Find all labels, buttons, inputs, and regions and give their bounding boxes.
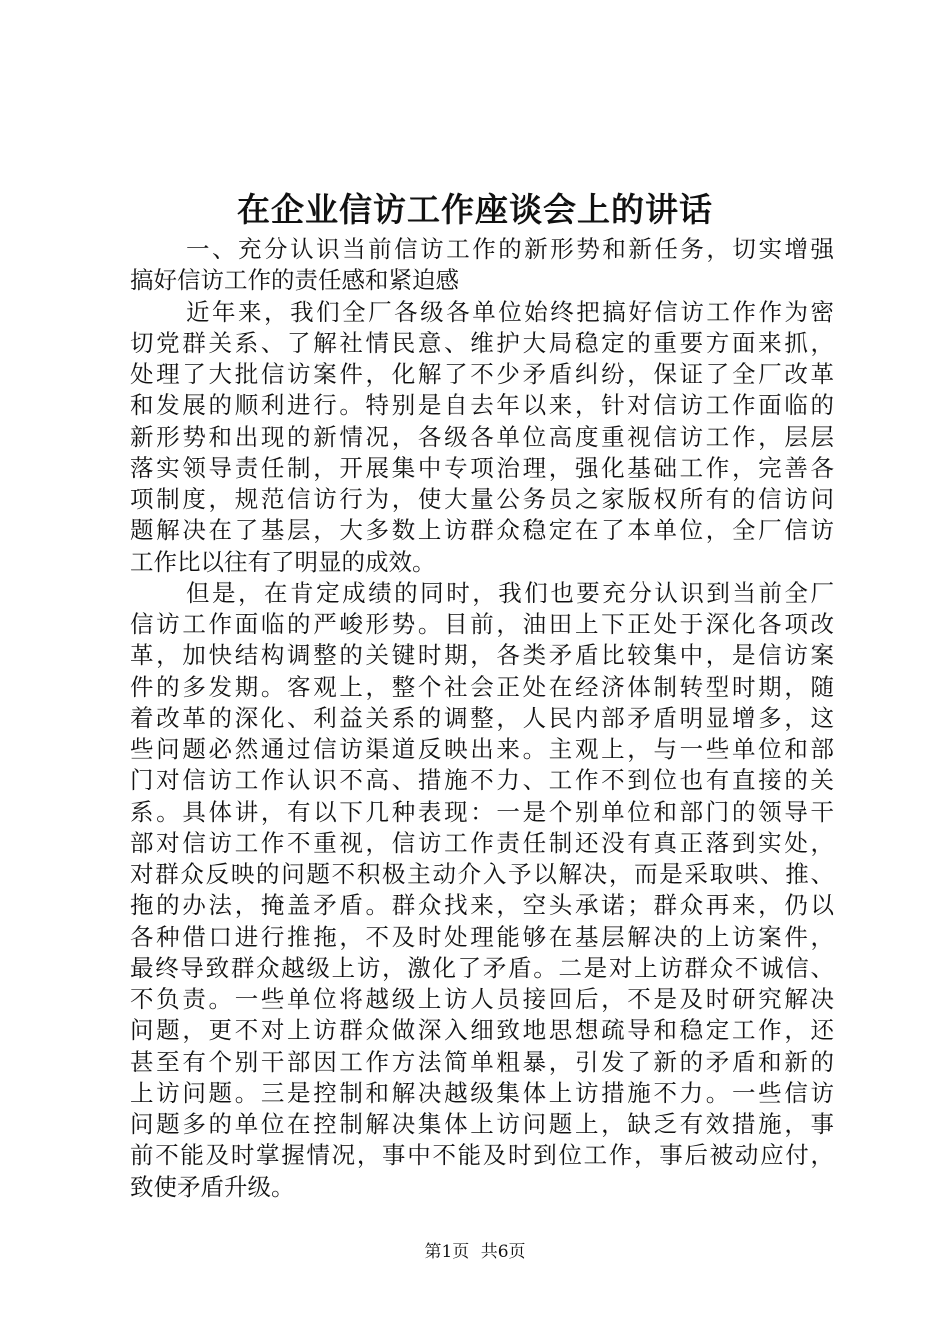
page-number: 第1页 [424,1242,470,1262]
text-line: 处理了大批信访案件，化解了不少矛盾纠纷，保证了全厂改革 [130,360,834,388]
document-title: 在企业信访工作座谈会上的讲话 [237,190,713,229]
page-total: 共6页 [480,1242,526,1262]
text-line: 上访问题。三是控制和解决越级集体上访措施不力。一些信访 [130,1078,834,1107]
text-line: 工作比以往有了明显的成效。 [130,547,436,576]
text-line: 切党群关系、了解社情民意、维护大局稳定的重要方面来抓， [130,328,834,357]
text-line: 门对信访工作认识不高、措施不力、工作不到位也有直接的关 [130,766,834,795]
text-line: 新形势和出现的新情况，各级各单位高度重视信访工作，层层 [130,422,834,451]
text-line: 革，加快结构调整的关键时期，各类矛盾比较集中，是信访案 [130,641,834,670]
text-line: 题解决在了基层，大多数上访群众稳定在了本单位，全厂信访 [130,516,834,545]
text-line: 但是，在肯定成绩的同时，我们也要充分认识到当前全厂 [186,578,834,607]
page-footer [0,1240,950,1264]
text-line: 部对信访工作不重视，信访工作责任制还没有真正落到实处， [130,828,834,857]
text-line: 件的多发期。客观上，整个社会正处在经济体制转型时期，随 [130,672,834,701]
document-body [130,234,834,1203]
text-line: 问题，更不对上访群众做深入细致地思想疏导和稳定工作，还 [130,1016,834,1045]
text-line: 搞好信访工作的责任感和紧迫感 [130,266,459,295]
text-line: 各种借口进行推拖，不及时处理能够在基层解决的上访案件， [130,922,834,951]
text-line: 最终导致群众越级上访，激化了矛盾。二是对上访群众不诚信、 [130,953,834,982]
text-line: 着改革的深化、利益关系的调整，人民内部矛盾明显增多，这 [130,703,834,732]
text-line: 系。具体讲，有以下几种表现：一是个别单位和部门的领导干 [130,797,834,826]
text-line: 甚至有个别干部因工作方法简单粗暴，引发了新的矛盾和新的 [130,1047,834,1076]
text-line: 落实领导责任制，开展集中专项治理，强化基础工作，完善各 [130,453,834,482]
text-line: 不负责。一些单位将越级上访人员接回后，不是及时研究解决 [130,985,834,1013]
text-line: 项制度，规范信访行为，使大量公务员之家版权所有的信访问 [130,485,834,513]
text-line: 近年来，我们全厂各级各单位始终把搞好信访工作作为密 [186,297,834,326]
text-line: 些问题必然通过信访渠道反映出来。主观上，与一些单位和部 [130,735,834,763]
text-line: 一、充分认识当前信访工作的新形势和新任务，切实增强 [186,235,834,263]
text-line: 前不能及时掌握情况，事中不能及时到位工作，事后被动应付， [130,1141,834,1170]
text-line: 对群众反映的问题不积极主动介入予以解决，而是采取哄、推、 [130,860,834,888]
text-line: 信访工作面临的严峻形势。目前，油田上下正处于深化各项改 [130,610,834,638]
text-line: 和发展的顺利进行。特别是自去年以来，针对信访工作面临的 [130,391,834,420]
text-line: 致使矛盾升级。 [130,1172,295,1201]
text-line: 问题多的单位在控制解决集体上访问题上，缺乏有效措施，事 [130,1110,834,1138]
text-line: 拖的办法，掩盖矛盾。群众找来，空头承诺；群众再来，仍以 [130,891,834,920]
